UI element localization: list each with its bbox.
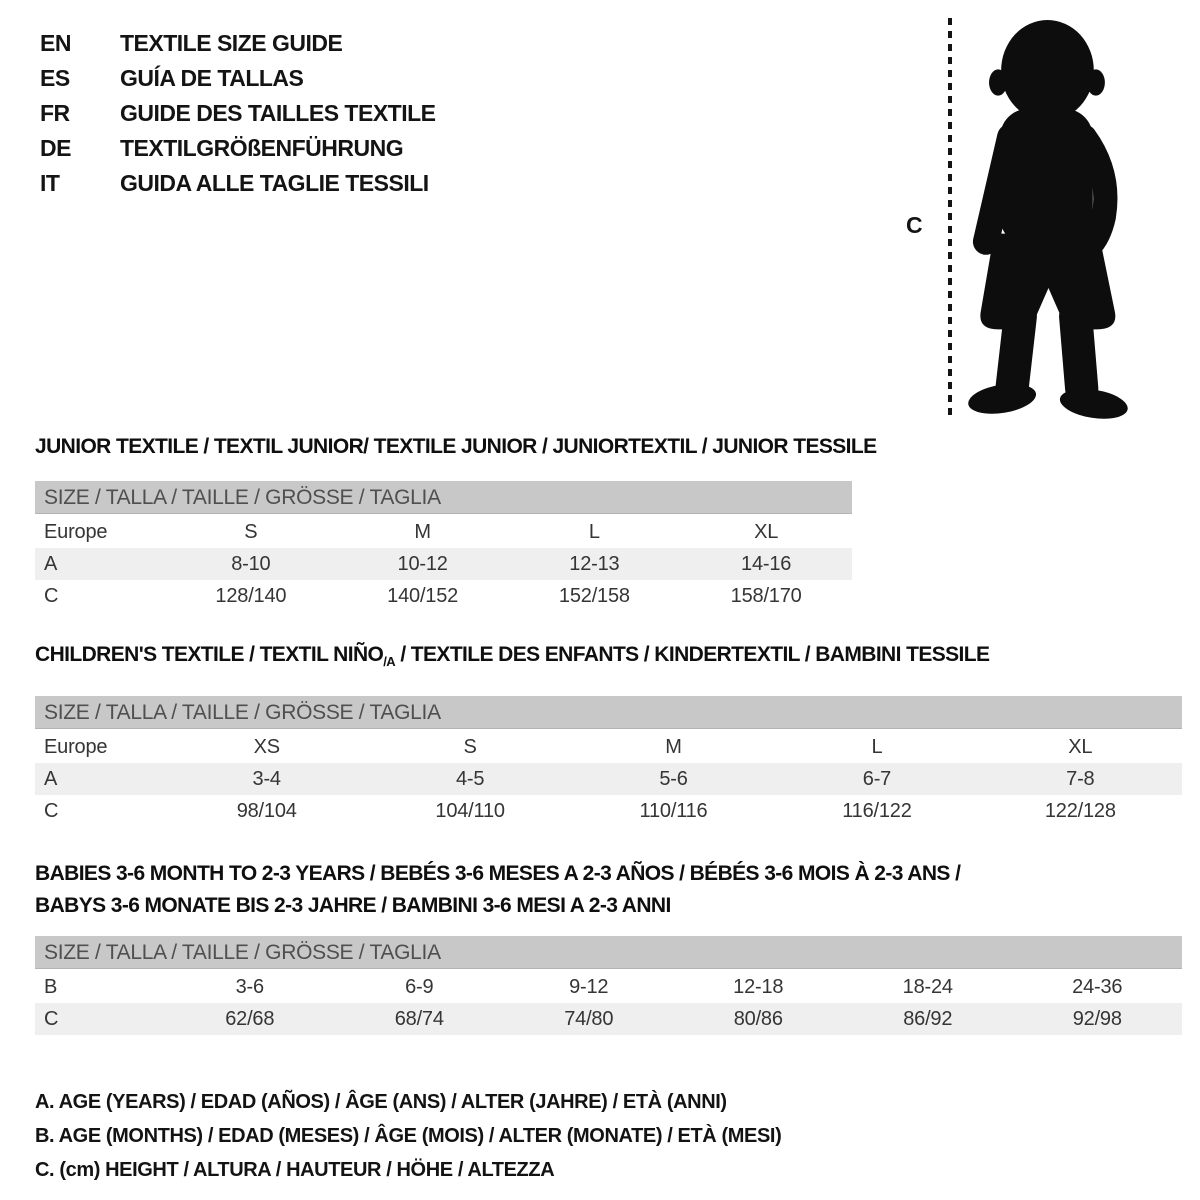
table-cell: 6-9 xyxy=(405,975,434,998)
row-label: C xyxy=(44,799,59,822)
toddler-silhouette xyxy=(962,12,1142,420)
table-cell: 10-12 xyxy=(397,552,448,575)
junior-size-table xyxy=(35,481,852,612)
row-label: C xyxy=(44,1007,59,1030)
lang-row-es xyxy=(40,61,436,96)
children-title-subscript: /A xyxy=(383,654,396,670)
legend-line-b: B. AGE (MONTHS) / EDAD (MESES) / ÂGE (MOIS) / ALTER (MONATE) / ETÀ (MESI) xyxy=(35,1125,782,1148)
children-size-header-bar: SIZE / TALLA / TAILLE / GRÖSSE / TAGLIA xyxy=(35,696,1182,729)
children-section-title xyxy=(35,644,1182,673)
lang-row-it xyxy=(40,166,436,201)
row-label: A xyxy=(44,552,58,575)
table-cell: 12-13 xyxy=(569,552,620,575)
table-cell: L xyxy=(588,520,600,543)
babies-title-line1: BABIES 3-6 MONTH TO 2-3 YEARS / BEBÉS 3-6 MESES A 2-3 AÑOS / BÉBÉS 3-6 MOIS À 2-3 ANS / xyxy=(35,862,961,886)
table-cell: M xyxy=(414,520,431,543)
table-cell: 128/140 xyxy=(215,584,287,607)
lang-title-it: GUIDA ALLE TAGLIE TESSILI xyxy=(120,170,429,196)
table-cell: 158/170 xyxy=(730,584,802,607)
table-cell: XL xyxy=(1068,735,1093,758)
lang-code-en: EN xyxy=(40,30,71,56)
table-cell: 116/122 xyxy=(842,799,912,822)
babies-section-title xyxy=(35,858,1182,922)
junior-size-header-bar: SIZE / TALLA / TAILLE / GRÖSSE / TAGLIA xyxy=(35,481,852,514)
table-cell: 104/110 xyxy=(435,799,505,822)
row-label: A xyxy=(44,767,58,790)
table-cell: 4-5 xyxy=(455,767,485,790)
table-row xyxy=(35,580,852,612)
table-cell: 110/116 xyxy=(639,799,708,822)
table-row xyxy=(35,731,1182,763)
legend-line-c: C. (cm) HEIGHT / ALTURA / HAUTEUR / HÖHE / ALTEZZA xyxy=(35,1159,555,1182)
table-cell: 80/86 xyxy=(733,1007,783,1030)
table-cell: 3-4 xyxy=(252,767,281,790)
table-cell: 152/158 xyxy=(558,584,630,607)
lang-row-fr xyxy=(40,96,436,131)
size-guide-content xyxy=(35,436,1182,1187)
height-dashed-line xyxy=(948,18,952,418)
lang-code-it: IT xyxy=(40,170,60,196)
table-row xyxy=(35,795,1182,827)
table-cell: 62/68 xyxy=(225,1007,275,1030)
children-size-table xyxy=(35,696,1182,827)
babies-size-table xyxy=(35,936,1182,1035)
table-cell: 6-7 xyxy=(862,767,892,790)
table-row xyxy=(35,548,852,580)
table-cell: 98/104 xyxy=(236,799,297,822)
row-label: Europe xyxy=(44,520,108,543)
table-cell: 24-36 xyxy=(1072,975,1123,998)
table-cell: L xyxy=(871,735,883,758)
measure-legend xyxy=(35,1085,1182,1187)
table-cell: M xyxy=(665,735,682,758)
table-row xyxy=(35,1003,1182,1035)
table-cell: 68/74 xyxy=(394,1007,444,1030)
lang-title-de: TEXTILGRÖßENFÜHRUNG xyxy=(120,135,404,161)
language-title-list xyxy=(40,26,436,201)
lang-row-de xyxy=(40,131,436,166)
junior-section-title: JUNIOR TEXTILE / TEXTIL JUNIOR/ TEXTILE JUNIOR / JUNIORTEXTIL / JUNIOR TESSILE xyxy=(35,435,877,458)
table-cell: 7-8 xyxy=(1066,767,1095,790)
table-cell: 12-18 xyxy=(733,975,784,998)
lang-row-en xyxy=(40,26,436,61)
table-cell: 86/92 xyxy=(903,1007,953,1030)
children-title-text: CHILDREN'S TEXTILE / TEXTIL NIÑO xyxy=(35,643,384,666)
table-cell: S xyxy=(244,520,258,543)
table-cell: 140/152 xyxy=(387,584,459,607)
table-cell: 18-24 xyxy=(902,975,953,998)
table-cell: 5-6 xyxy=(659,767,688,790)
table-cell: XL xyxy=(754,520,779,543)
table-cell: 122/128 xyxy=(1044,799,1116,822)
height-measure-label: C xyxy=(906,212,923,238)
table-cell: 74/80 xyxy=(564,1007,614,1030)
table-row xyxy=(35,516,852,548)
row-label: C xyxy=(44,584,59,607)
lang-title-es: GUÍA DE TALLAS xyxy=(120,65,304,91)
lang-title-en: TEXTILE SIZE GUIDE xyxy=(120,30,343,56)
table-row xyxy=(35,971,1182,1003)
lang-code-es: ES xyxy=(40,65,70,91)
table-row xyxy=(35,763,1182,795)
table-cell: 14-16 xyxy=(741,552,792,575)
row-label: Europe xyxy=(44,735,108,758)
table-cell: XS xyxy=(253,735,280,758)
table-cell: 92/98 xyxy=(1072,1007,1122,1030)
lang-code-fr: FR xyxy=(40,100,70,126)
row-label: B xyxy=(44,975,58,998)
legend-line-a: A. AGE (YEARS) / EDAD (AÑOS) / ÂGE (ANS) / ALTER (JAHRE) / ETÀ (ANNI) xyxy=(35,1091,727,1114)
lang-title-fr: GUIDE DES TAILLES TEXTILE xyxy=(120,100,436,126)
babies-size-header-bar: SIZE / TALLA / TAILLE / GRÖSSE / TAGLIA xyxy=(35,936,1182,969)
lang-code-de: DE xyxy=(40,135,71,161)
table-cell: S xyxy=(463,735,477,758)
babies-title-line2: BABYS 3-6 MONATE BIS 2-3 JAHRE / BAMBINI 3-6 MESI A 2-3 ANNI xyxy=(35,894,671,918)
children-title-text-rest: / TEXTILE DES ENFANTS / KINDERTEXTIL / BAMBINI TESSILE xyxy=(395,643,990,666)
table-cell: 9-12 xyxy=(569,975,609,998)
table-cell: 8-10 xyxy=(231,552,271,575)
table-cell: 3-6 xyxy=(235,975,264,998)
